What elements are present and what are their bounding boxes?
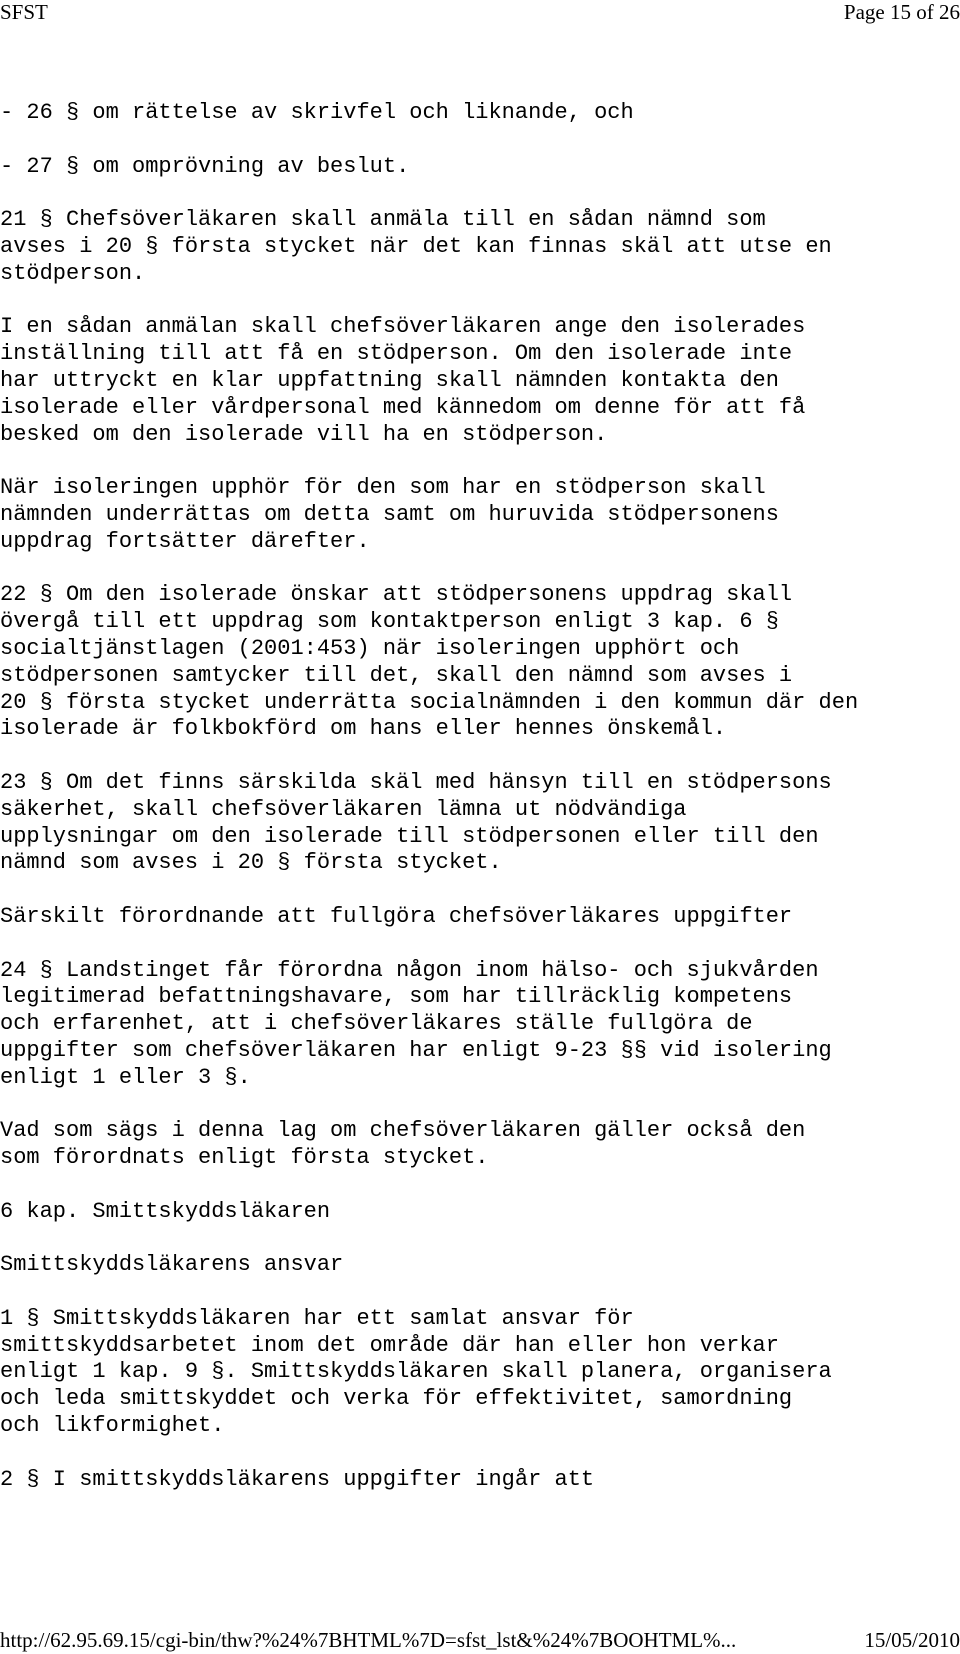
paragraph-vad-som-sags: Vad som sägs i denna lag om chefsöverläkaren gäller också den som förordnats enligt första stycket. [0, 1118, 806, 1171]
paragraph-section-21: 21 § Chefsöverläkaren skall anmäla till en sådan nämnd som avses i 20 § första stycket när det kan finnas skäl att utse en stödperson. [0, 207, 832, 286]
header-page-number: Page 15 of 26 [843, 0, 960, 24]
paragraph-chapter6-section-2: 2 § I smittskyddsläkarens uppgifter ingår att [0, 1466, 595, 1492]
paragraph-isoleringen-upphor: När isoleringen upphör för den som har en stödperson skall nämnden underrättas om detta samt om huruvida stödpersonens uppdrag fortsätter därefter. [0, 475, 779, 554]
footer-date: 15/05/2010 [864, 1628, 960, 1652]
paragraph-anmalan: I en sådan anmälan skall chefsöverläkaren ange den isolerades inställning till att få en stödperson. Om den isolerade inte har uttryckt en klar uppfattning skall nämnden kontakta den isolerade eller vårdpersonal med kännedom om denne för att få besked om den isolerade vill ha en stödperson. [0, 314, 806, 447]
paragraph-27-list-item: - 27 § om omprövning av beslut. [0, 153, 410, 179]
paragraph-section-24: 24 § Landstinget får förordna någon inom hälso- och sjukvården legitimerad befattningshavare, som har tillräcklig kompetens och erfarenhet, att i chefsöverläkares ställe fullgöra de uppgifter som chefsöverläkaren har enligt 9-23 §§ vid isolering enligt 1 eller 3 §. [0, 957, 832, 1090]
page-footer [0, 1628, 960, 1654]
paragraph-section-22: 22 § Om den isolerade önskar att stödpersonens uppdrag skall övergå till ett uppdrag som kontaktperson enligt 3 kap. 6 § socialtjänstlagen (2001:453) när isoleringen upphört och stödpersonen samtycker till det, skall den nämnd som avses i 20 § första stycket underrätta socialnämnden i den kommun där den isolerade är folkbokförd om hans eller hennes önskemål. [0, 582, 859, 742]
paragraph-26-list-item: - 26 § om rättelse av skrivfel och liknande, och [0, 100, 634, 125]
heading-sarskilt-forordnande: Särskilt förordnande att fullgöra chefsöverläkares uppgifter [0, 903, 793, 929]
footer-url: http://62.95.69.15/cgi-bin/thw?%24%7BHTML%7D=sfst_lst&%24%7BOOHTML%... [0, 1628, 737, 1652]
paragraph-chapter6-section-1: 1 § Smittskyddsläkaren har ett samlat ansvar för smittskyddsarbetet inom det område där han eller hon verkar enligt 1 kap. 9 §. Smittskyddsläkaren skall planera, organisera och leda smittskyddet och verka för effektivitet, samordning och likformighet. [0, 1305, 832, 1439]
paragraph-section-23: 23 § Om det finns särskilda skäl med hänsyn till en stödpersons säkerhet, skall chefsöverläkaren lämna ut nödvändiga upplysningar om den isolerade till stödpersonen eller till den nämnd som avses i 20 § första stycket. [0, 769, 832, 876]
heading-smittskyddslakarens-ansvar: Smittskyddsläkarens ansvar [0, 1252, 344, 1278]
header-doc-label: SFST [0, 0, 48, 24]
document-body [0, 100, 960, 1520]
heading-chapter-6: 6 kap. Smittskyddsläkaren [0, 1198, 331, 1224]
page-header [0, 0, 960, 26]
